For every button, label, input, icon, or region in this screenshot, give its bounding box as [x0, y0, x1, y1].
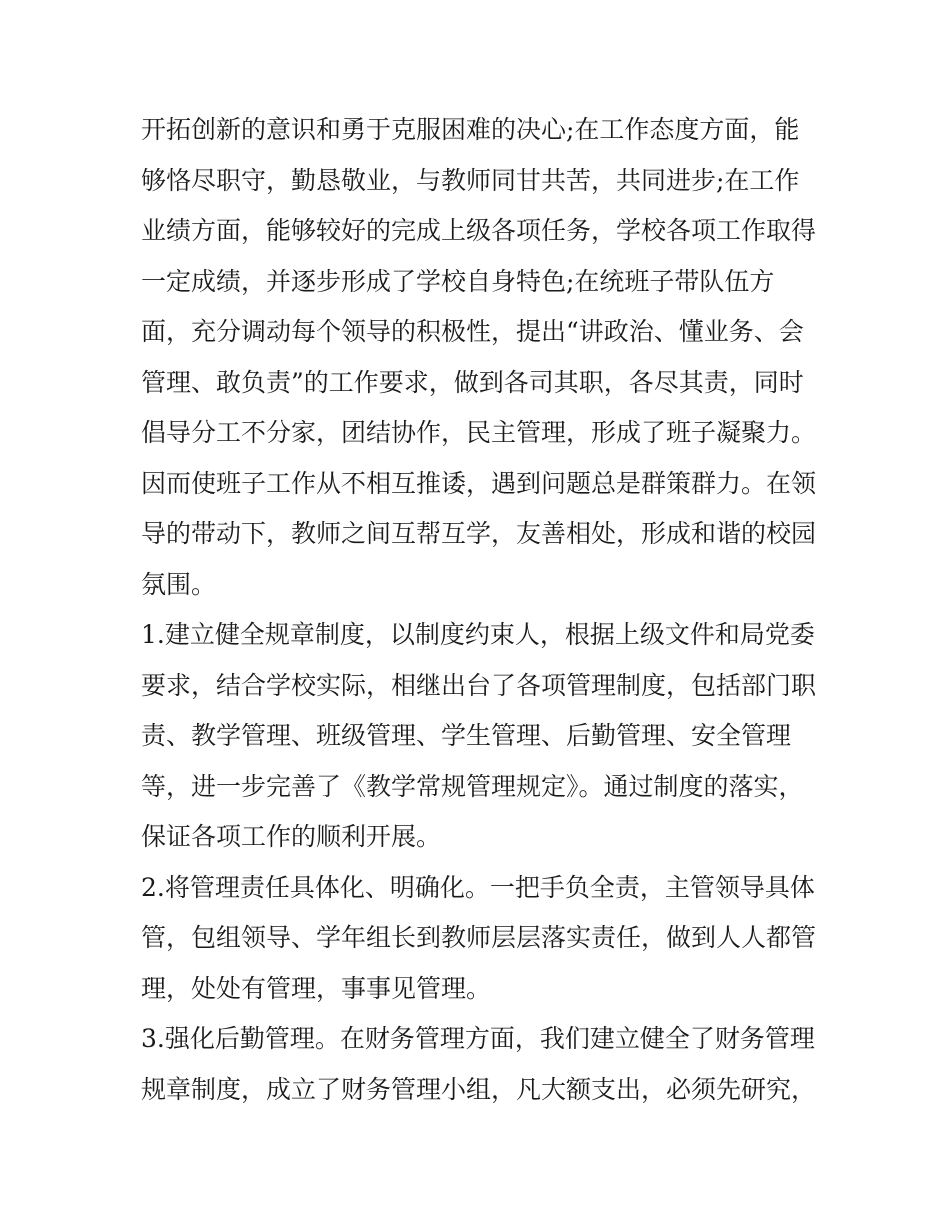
text-line: 氛围。 — [141, 570, 217, 599]
text-line: 责、教学管理、班级管理、学生管理、后勤管理、安全管理 — [141, 721, 792, 750]
text-line: 一定成绩，并逐步形成了学校自身特色;在统班子带队伍方 — [141, 267, 775, 296]
text-line: 管理、敢负责”的工作要求，做到各司其职，各尽其责，同时 — [141, 368, 804, 397]
text-line: 要求，结合学校实际，相继出台了各项管理制度，包括部门职 — [141, 671, 817, 700]
list-item-text: 1.建立健全规章制度，以制度约束人，根据上级文件和局党委 — [141, 620, 815, 649]
list-item-text: 3.强化后勤管理。在财务管理方面，我们建立健全了财务管理 — [141, 1024, 815, 1053]
text-line: 倡导分工不分家，团结协作，民主管理，形成了班子凝聚力。 — [141, 418, 817, 447]
text-line: 理，处处有管理，事事见管理。 — [141, 974, 492, 1003]
text-line: 保证各项工作的顺利开展。 — [141, 822, 442, 851]
text-line: 够恪尽职守，勤恳敬业，与教师同甘共苦，共同进步;在工作 — [141, 166, 800, 195]
text-line: 面，充分调动每个领导的积极性，提出“讲政治、懂业务、会 — [141, 317, 804, 346]
text-line: 开拓创新的意识和勇于克服困难的决心;在工作态度方面，能 — [141, 115, 800, 144]
text-line: 等，进一步完善了《教学常规管理规定》。通过制度的落实， — [141, 772, 804, 801]
text-line: 因而使班子工作从不相互推诿，遇到问题总是群策群力。在领 — [141, 469, 817, 498]
text-line: 规章制度，成立了财务管理小组，凡大额支出，必须先研究， — [141, 1075, 817, 1104]
text-line: 业绩方面，能够较好的完成上级各项任务，学校各项工作取得 — [141, 216, 817, 245]
list-item-text: 2.将管理责任具体化、明确化。一把手负全责，主管领导具体 — [141, 873, 815, 902]
text-line: 导的带动下，教师之间互帮互学，友善相处，形成和谐的校园 — [141, 519, 817, 548]
text-line: 管，包组领导、学年组长到教师层层落实责任，做到人人都管 — [141, 923, 817, 952]
